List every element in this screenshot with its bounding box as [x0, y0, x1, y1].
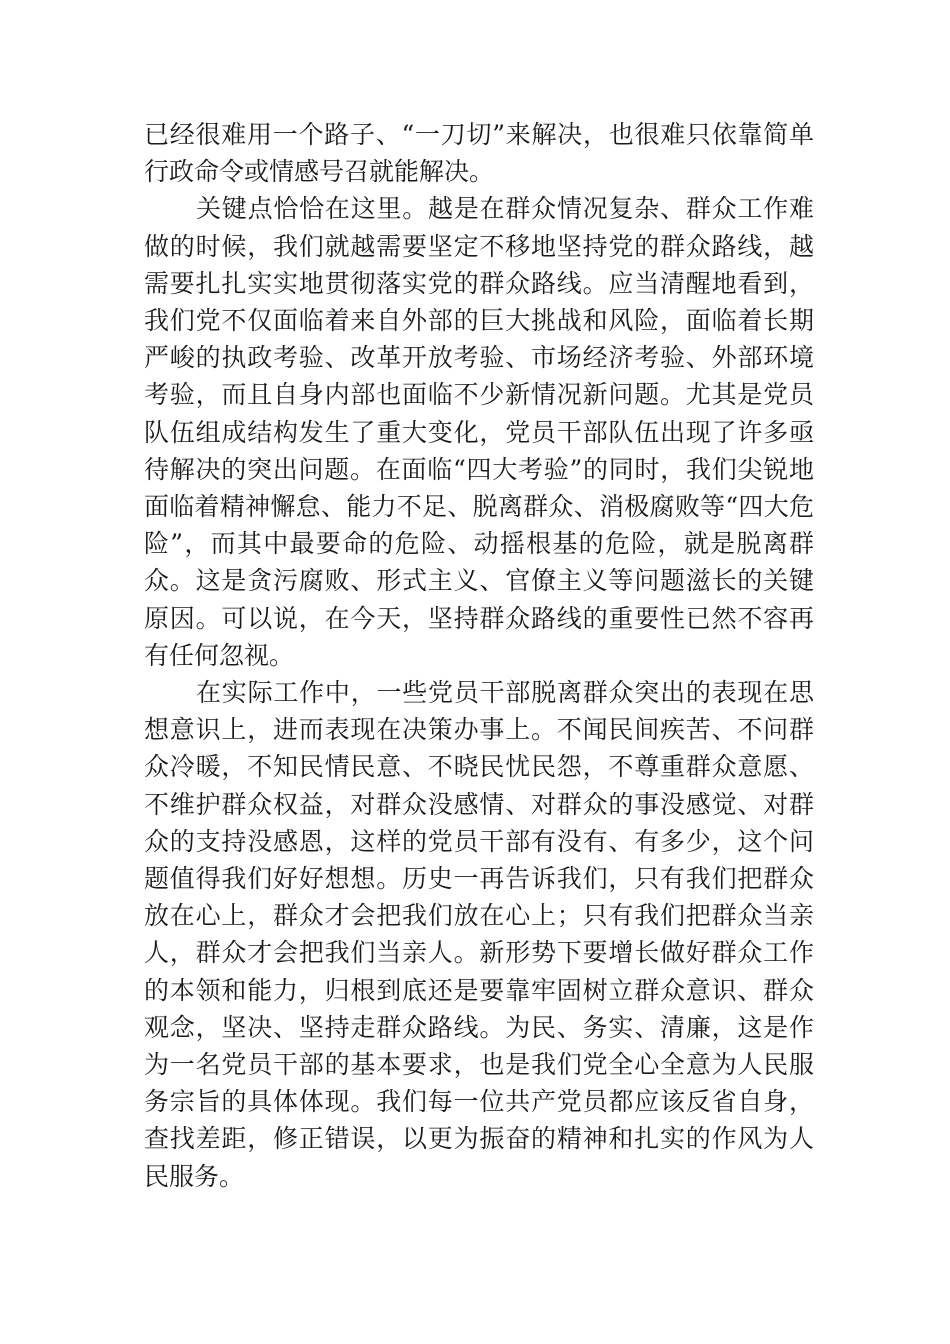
document-body — [144, 116, 814, 1195]
paragraph-continued: 已经很难用一个路子、“一刀切”来解决，也很难只依靠简单行政命令或情感号召就能解决。 — [144, 120, 814, 187]
paragraph-key-point: 关键点恰恰在这里。越是在群众情况复杂、群众工作难做的时候，我们就越需要坚定不移地坚持党的群众路线，越需要扎扎实实地贯彻落实党的群众路线。应当清醒地看到，我们党不仅面临着来自外部的巨大挑战和风险，面临着长期严峻的执政考验、改革开放考验、市场经济考验、外部环境考验，而且自身内部也面临不少新情况新问题。尤其是党员队伍组成结构发生了重大变化，党员干部队伍出现了许多亟待解决的突出问题。在面临“四大考验”的同时，我们尖锐地面临着精神懈怠、能力不足、脱离群众、消极腐败等“四大危险”，而其中最要命的危险、动摇根基的危险，就是脱离群众。这是贪污腐败、形式主义、官僚主义等问题滋长的关键原因。可以说，在今天，坚持群众路线的重要性已然不容再有任何忽视。 — [144, 194, 814, 670]
paragraph-practical-work: 在实际工作中，一些党员干部脱离群众突出的表现在思想意识上，进而表现在决策办事上。不闻民间疾苦、不问群众冷暖，不知民情民意、不晓民忧民怨，不尊重群众意愿、不维护群众权益，对群众没感情、对群众的事没感觉、对群众的支持没感恩，这样的党员干部有没有、有多少，这个问题值得我们好好想想。历史一再告诉我们，只有我们把群众放在心上，群众才会把我们放在心上；只有我们把群众当亲人，群众才会把我们当亲人。新形势下要增长做好群众工作的本领和能力，归根到底还是要靠牢固树立群众意识、群众观念，坚决、坚持走群众路线。为民、务实、清廉，这是作为一名党员干部的基本要求，也是我们党全心全意为人民服务宗旨的具体体现。我们每一位共产党员都应该反省自身，查找差距，修正错误，以更为振奋的精神和扎实的作风为人民服务。 — [144, 678, 814, 1191]
